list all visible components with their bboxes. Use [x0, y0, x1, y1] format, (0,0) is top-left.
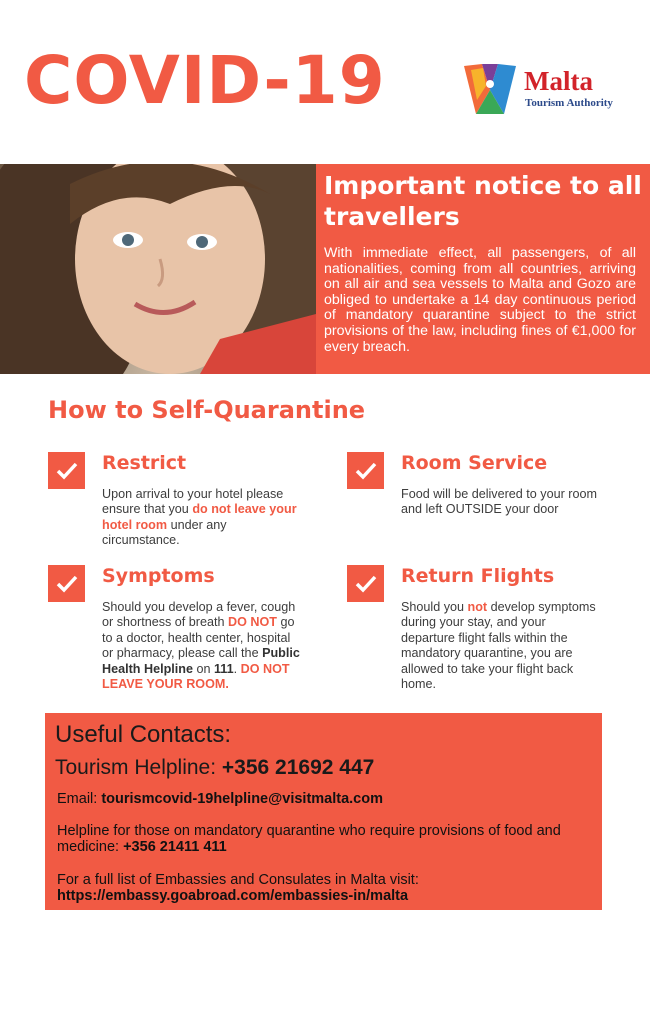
return-flights-text: Should you not develop symptoms during your stay, and your departure flight falls within the mandatory quarantine, you are allowed to take your flight back home.	[401, 600, 596, 692]
checkmark-icon	[48, 452, 85, 489]
notice-body: With immediate effect, all passengers, of all nationalities, coming from all countries, arriving on all air and sea vessels to Malta and Gozo are obliged to undertake a 14 day continuous period of mandatory quarantine subject to the strict provisions of the law, including fines of €1,000 for every breach.	[324, 245, 636, 355]
symptoms-title: Symptoms	[102, 565, 215, 587]
restrict-text: Upon arrival to your hotel please ensure that you do not leave your hotel room under any circumstance.	[102, 487, 297, 548]
quarantine-helpline: Helpline for those on mandatory quarantine who require provisions of food and medicine: +356 21411 411	[57, 823, 561, 855]
notice-title: Important notice to all travellers	[324, 171, 642, 231]
section-title: How to Self-Quarantine	[48, 396, 366, 424]
checkmark-icon	[48, 565, 85, 602]
room-service-text: Food will be delivered to your room and left OUTSIDE your door	[401, 487, 597, 517]
embassy-line: For a full list of Embassies and Consulates in Malta visit: https://embassy.goabroad.com/embassies-in/malta	[57, 872, 419, 904]
page-title: COVID-19	[24, 42, 386, 119]
return-flights-title: Return Flights	[401, 565, 555, 587]
checkmark-icon	[347, 565, 384, 602]
checkmark-icon	[347, 452, 384, 489]
tourism-helpline-number[interactable]: +356 21692 447	[221, 756, 375, 779]
useful-contacts-panel	[45, 713, 602, 910]
symptoms-text: Should you develop a fever, cough or shortness of breath DO NOT go to a doctor, health center, hospital or pharmacy, please call the Public Health Helpline on 111. DO NOT LEAVE YOUR ROOM.	[102, 600, 300, 692]
room-service-title: Room Service	[401, 452, 548, 474]
notice-panel	[316, 164, 650, 374]
email-link[interactable]: tourismcovid-19helpline@visitmalta.com	[101, 791, 383, 807]
tourism-helpline: Tourism Helpline: +356 21692 447	[55, 756, 375, 779]
malta-logo-icon	[462, 60, 518, 116]
restrict-title: Restrict	[102, 452, 187, 474]
quarantine-helpline-number[interactable]: +356 21411 411	[123, 839, 227, 855]
embassy-link[interactable]: https://embassy.goabroad.com/embassies-in/malta	[57, 888, 409, 904]
child-photo	[0, 164, 316, 374]
logo-subtitle: Tourism Authority	[525, 97, 613, 109]
malta-tourism-logo	[462, 60, 622, 118]
hero-section	[0, 164, 650, 374]
logo-name: Malta	[524, 66, 593, 96]
contacts-heading: Useful Contacts:	[55, 721, 232, 748]
email-line: Email: tourismcovid-19helpline@visitmalta.com	[57, 791, 383, 807]
